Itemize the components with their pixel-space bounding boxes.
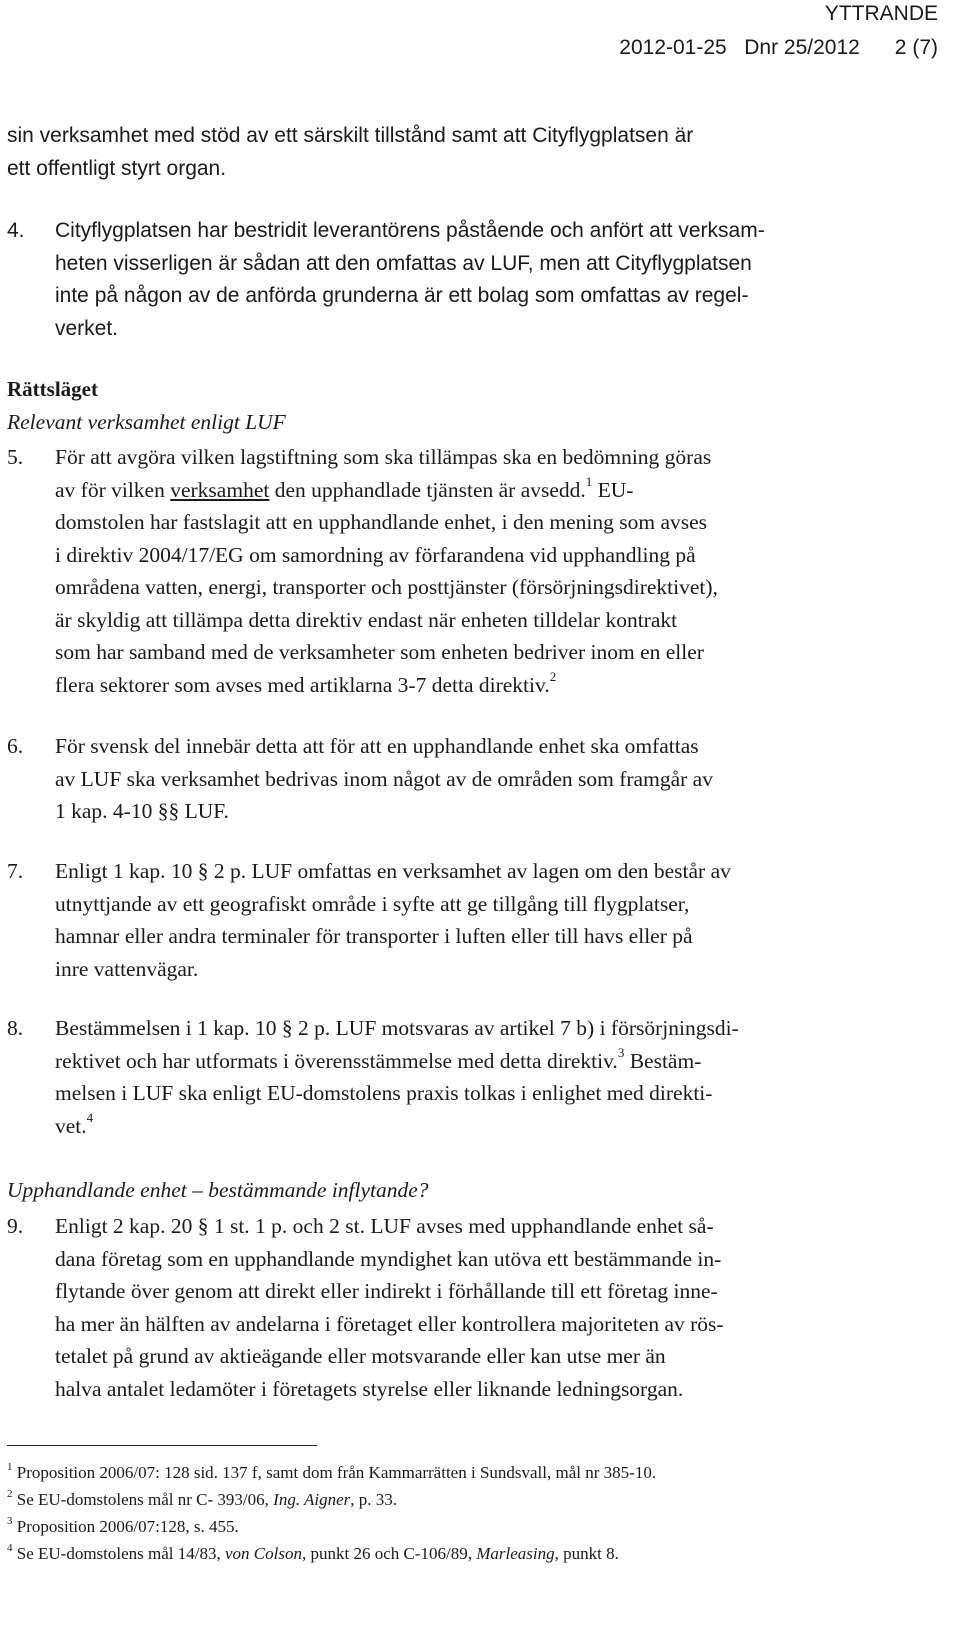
text-line: Bestämmelsen i 1 kap. 10 § 2 p. LUF motsvaras av artikel 7 b) i försörjningsdi- <box>55 1016 739 1040</box>
subsection-heading: Relevant verksamhet enligt LUF <box>7 410 286 434</box>
text-line: dana företag som en upphandlande myndighet kan utöva ett bestämmande in- <box>55 1246 722 1271</box>
text-line: domstolen har fastslagit att en upphandlande enhet, i den mening som avses <box>55 510 708 534</box>
footnote-reference[interactable]: 1 <box>585 474 593 490</box>
footnote-3: $^3$ Proposition 2006/07:128, s. 455. <box>7 1515 239 1536</box>
text-line: melsen i LUF ska enligt EU-domstolens praxis tolkas i enlighet med direkti- <box>55 1081 713 1105</box>
text-line: ha mer än hälften av andelarna i företaget eller kontrollera majoriteten av rös- <box>55 1311 724 1336</box>
underlined-word: verksamhet <box>170 477 270 502</box>
paragraph-number: 4. <box>7 219 25 242</box>
text-line: 1 kap. 4-10 §§ LUF. <box>55 799 229 823</box>
paragraph-3-continuation <box>7 120 693 185</box>
section-heading: Rättsläget <box>7 377 98 401</box>
text-line: inre vattenvägar. <box>55 956 199 981</box>
text-line: verket. <box>55 316 119 340</box>
text-line: av för vilken verksamhet den upphandlade tjänsten är avsedd.$^1$ EU- <box>55 474 634 502</box>
paragraph-number: 5. <box>7 445 24 469</box>
text-line: rektivet och har utformats i överensstämmelse med detta direktiv.$^3$ Bestäm- <box>55 1045 702 1073</box>
text-line: tetalet på grund av aktieägande eller motsvarande eller kan utse mer än <box>55 1344 666 1368</box>
footnote-2: $^2$ Se EU-domstolens mål nr C- 393/06, Ing. Aigner, p. 33. <box>7 1488 398 1509</box>
footnote-divider <box>7 1445 317 1446</box>
document-type: YTTRANDE <box>824 2 938 25</box>
footnote-reference[interactable]: 3 <box>617 1045 625 1061</box>
text-line: sin verksamhet med stöd av ett särskilt tillstånd samt att Cityflygplatsen är <box>7 124 694 147</box>
paragraph-number: 6. <box>7 734 24 758</box>
footnote-reference[interactable]: 2 <box>549 669 557 685</box>
text-line: flera sektorer som avses med artiklarna 3-7 detta direktiv.$^2$ <box>55 669 557 697</box>
footnote-4: $^4$ Se EU-domstolens mål 14/83, von Colson, punkt 26 och C-106/89, Marleasing, punkt 8. <box>7 1542 619 1563</box>
footnote-reference[interactable]: 4 <box>86 1110 94 1126</box>
document-meta: 2012-01-25 Dnr 25/2012 2 (7) <box>619 36 938 59</box>
text-line: Enligt 1 kap. 10 § 2 p. LUF omfattas en verksamhet av lagen om den består av <box>55 859 731 883</box>
text-line: heten visserligen är sådan att den omfattas av LUF, men att Cityflygplatsen <box>55 251 752 275</box>
text-line: vet.$^4$ <box>55 1110 94 1138</box>
text-line: av LUF ska verksamhet bedrivas inom något av de områden som framgår av <box>55 766 713 791</box>
text-line: områdena vatten, energi, transporter och posttjänster (försörjningsdirektivet), <box>55 575 718 599</box>
text-line: Cityflygplatsen har bestridit leverantörens påstående och anfört att verksam- <box>55 219 765 242</box>
text-line: i direktiv 2004/17/EG om samordning av förfarandena vid upphandling på <box>55 542 696 567</box>
subsection-heading: Upphandlande enhet – bestämmande inflytande? <box>7 1178 429 1202</box>
text-line: utnyttjande av ett geografiskt område i syfte att ge tillgång till flygplatser, <box>55 891 690 916</box>
text-line: För att avgöra vilken lagstiftning som ska tillämpas ska en bedömning göras <box>55 445 712 469</box>
text-line: inte på någon av de anförda grunderna är ett bolag som omfattas av regel- <box>55 284 749 307</box>
paragraph-number: 8. <box>7 1016 24 1040</box>
paragraph-number: 7. <box>7 859 24 883</box>
text-line: För svensk del innebär detta att för att en upphandlande enhet ska omfattas <box>55 734 699 758</box>
text-line: flytande över genom att direkt eller indirekt i förhållande till ett företag inne- <box>55 1279 718 1303</box>
footnote-1: $^1$ Proposition 2006/07: 128 sid. 137 f, samt dom från Kammarrätten i Sundsvall, mål nr 385-10. <box>7 1461 657 1482</box>
text-line: hamnar eller andra terminaler för transporter i luften eller till havs eller på <box>55 924 693 948</box>
text-line: halva antalet ledamöter i företagets styrelse eller liknande ledningsorgan. <box>55 1376 684 1401</box>
text-line: som har samband med de verksamheter som enheten bedriver inom en eller <box>55 640 704 664</box>
text-line: är skyldig att tillämpa detta direktiv endast när enheten tilldelar kontrakt <box>55 607 678 632</box>
text-line: ett offentligt styrt organ. <box>7 156 227 180</box>
paragraph-number: 9. <box>7 1214 24 1238</box>
text-line: Enligt 2 kap. 20 § 1 st. 1 p. och 2 st. LUF avses med upphandlande enhet så- <box>55 1214 714 1238</box>
